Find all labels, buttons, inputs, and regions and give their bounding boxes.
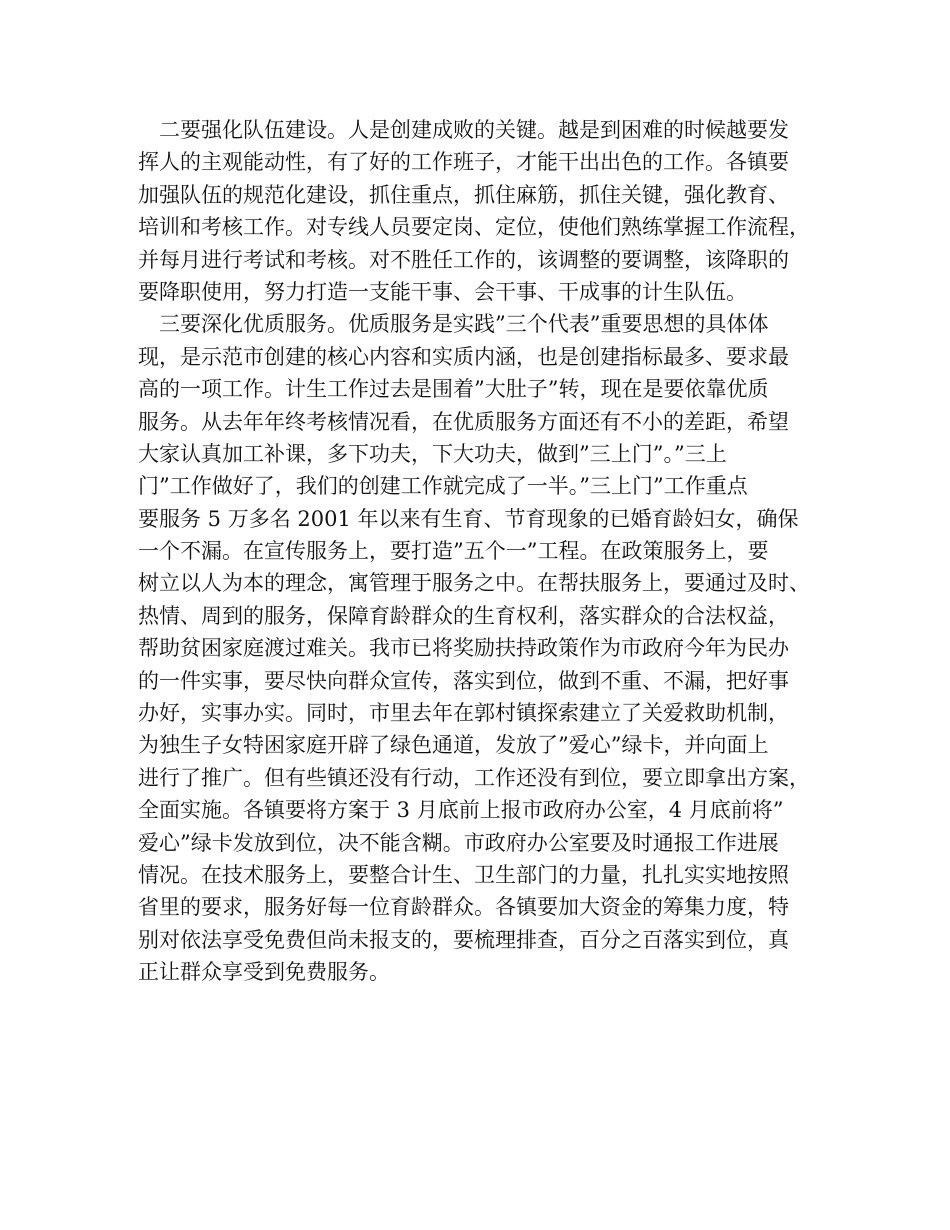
text-line: 正让群众享受到免费服务。 [138, 960, 390, 985]
text-line: 要服务 5 万多名 2001 年以来有生育、节育现象的已婚育龄妇女，确保 [138, 506, 799, 531]
text-line: 一个不漏。在宣传服务上，要打造”五个一”工程。在政策服务上，要 [138, 539, 769, 564]
text-line: 爱心”绿卡发放到位，决不能含糊。市政府办公室要及时通报工作进展 [138, 830, 779, 855]
text-line: 二要强化队伍建设。人是创建成败的关键。越是到困难的时候越要发 [138, 118, 789, 142]
text-line: 为独生子女特困家庭开辟了绿色通道，发放了”爱心”绿卡，并向面上 [138, 733, 769, 758]
text-line: 别对依法享受免费但尚未报支的，要梳理排查，百分之百落实到位，真 [138, 927, 789, 952]
paragraph-team-building [138, 114, 828, 308]
text-line: 加强队伍的规范化建设，抓住重点，抓住麻筋，抓住关键，强化教育、 [138, 182, 789, 207]
text-line: 培训和考核工作。对专线人员要定岗、定位，使他们熟练掌握工作流程， [138, 215, 810, 240]
text-line: 要降职使用，努力打造一支能干事、会干事、干成事的计生队伍。 [138, 279, 747, 304]
text-line: 省里的要求，服务好每一位育龄群众。各镇要加大资金的筹集力度，特 [138, 895, 789, 920]
text-line: 挥人的主观能动性，有了好的工作班子，才能干出出色的工作。各镇要 [138, 150, 789, 175]
paragraph-quality-service [138, 308, 828, 988]
text-line: 的一件实事，要尽快向群众宣传，落实到位，做到不重、不漏，把好事 [138, 668, 789, 693]
text-line: 树立以人为本的理念，寓管理于服务之中。在帮扶服务上，要通过及时、 [138, 571, 810, 596]
text-line: 情况。在技术服务上，要整合计生、卫生部门的力量，扎扎实实地按照 [138, 862, 789, 887]
text-line: 大家认真加工补课，多下功夫，下大功夫，做到”三上门”。”三上 [138, 441, 727, 466]
text-line: 门”工作做好了，我们的创建工作就完成了一半。”三上门”工作重点 [138, 474, 748, 499]
text-line: 热情、周到的服务，保障育龄群众的生育权利，落实群众的合法权益， [138, 603, 789, 628]
text-line: 帮助贫困家庭渡过难关。我市已将奖励扶持政策作为市政府今年为民办 [138, 636, 789, 661]
text-line: 现，是示范市创建的核心内容和实质内涵，也是创建指标最多、要求最 [138, 344, 789, 369]
text-line: 并每月进行考试和考核。对不胜任工作的，该调整的要调整，该降职的 [138, 247, 789, 272]
text-line: 服务。从去年年终考核情况看，在优质服务方面还有不小的差距，希望 [138, 409, 789, 434]
text-line: 全面实施。各镇要将方案于 3 月底前上报市政府办公室，4 月底前将” [138, 798, 784, 823]
text-line: 三要深化优质服务。优质服务是实践”三个代表”重要思想的具体体 [138, 312, 769, 337]
document-body [138, 114, 828, 989]
text-line: 高的一项工作。计生工作过去是围着”大肚子”转，现在是要依靠优质 [138, 377, 769, 402]
text-line: 进行了推广。但有些镇还没有行动，工作还没有到位，要立即拿出方案， [138, 765, 810, 790]
text-line: 办好，实事办实。同时，市里去年在郭村镇探索建立了关爱救助机制， [138, 701, 789, 726]
